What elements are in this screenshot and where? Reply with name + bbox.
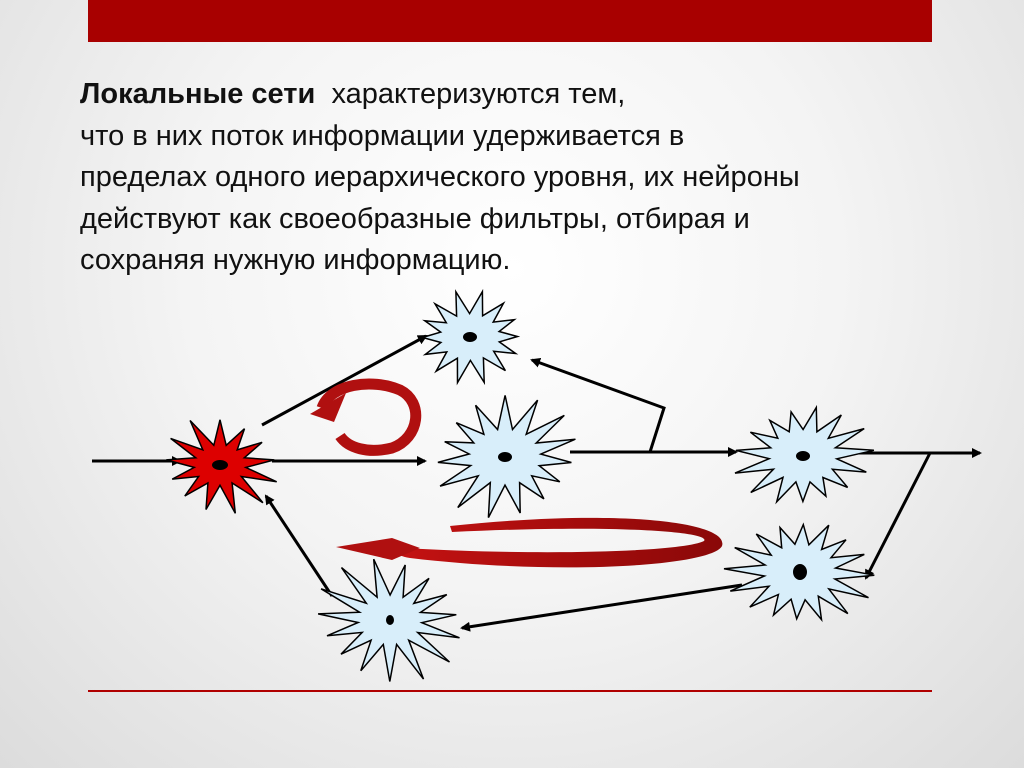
recurrent-loop-upper: [310, 384, 416, 450]
neuron-nucleus: [796, 451, 810, 461]
input-neuron: [166, 420, 276, 514]
neurons-layer: [166, 292, 874, 682]
bottom-divider: [88, 690, 932, 692]
lower-right-neuron: [724, 525, 874, 620]
arrow-to-top-neuron: [262, 336, 426, 425]
arrow-lower-right-to-bottom: [462, 585, 742, 628]
neuron-nucleus: [386, 615, 394, 625]
arrow-bottom-to-input: [266, 496, 332, 596]
neuron-nucleus: [463, 332, 477, 342]
body-line-2: пределах одного иерархического уровня, их нейроны: [80, 161, 800, 193]
top-neuron: [423, 292, 518, 383]
arrow-feedback-to-top: [532, 360, 664, 452]
body-line-3: действуют как своеобразные фильтры, отбирая и: [80, 202, 750, 235]
neuron-nucleus: [498, 452, 512, 462]
bottom-neuron: [318, 559, 459, 681]
arrow-output-to-lower-right: [866, 453, 930, 578]
recurrent-loop-lower: [336, 518, 722, 568]
right-neuron: [735, 408, 874, 502]
heading-term: Локальные сети: [80, 78, 316, 110]
body-line-1: что в них поток информации удерживается в: [80, 119, 685, 152]
middle-neuron: [438, 395, 576, 517]
neuron-nucleus: [793, 564, 807, 580]
heading-rest: характеризуются тем,: [331, 78, 626, 110]
body-line-4: сохраняя нужную информацию.: [80, 244, 511, 276]
neuron-nucleus: [212, 460, 228, 470]
